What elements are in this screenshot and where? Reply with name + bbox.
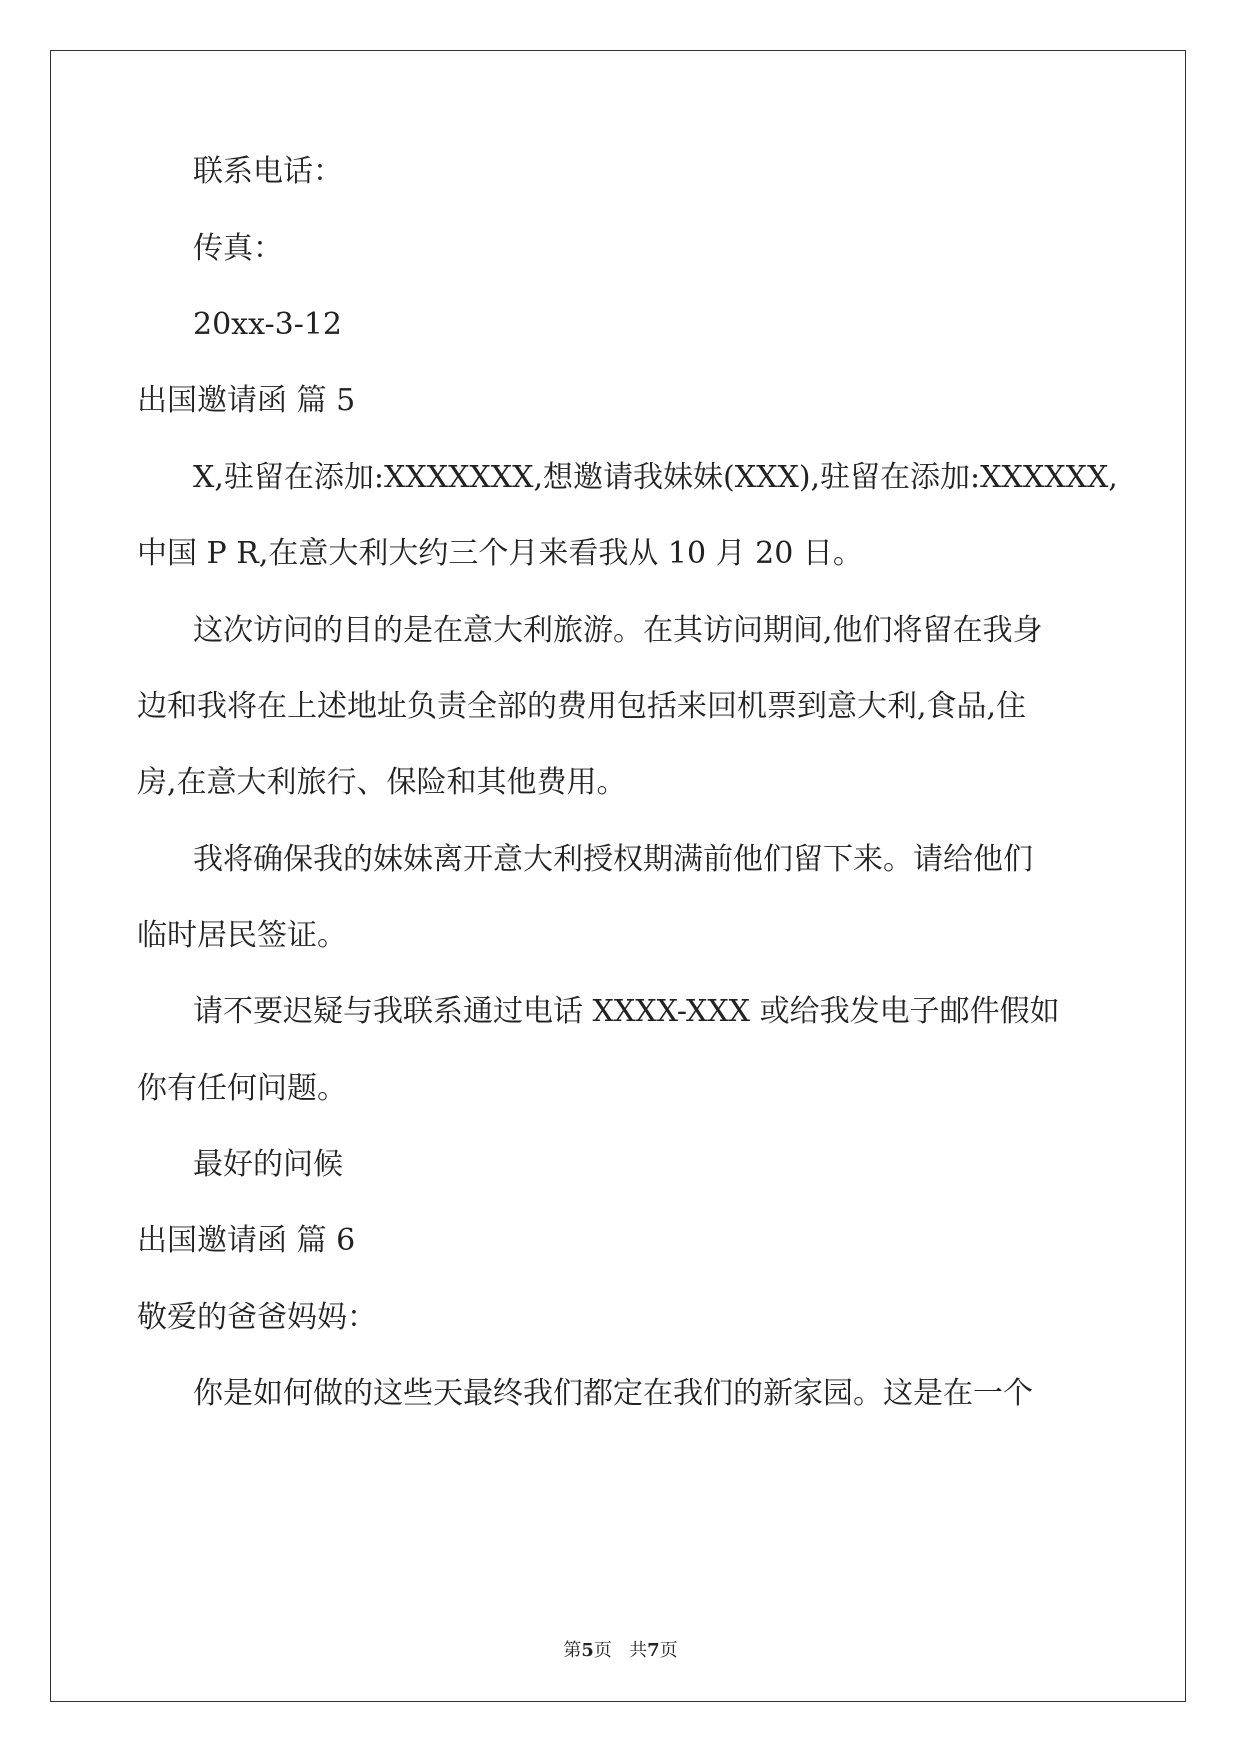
paragraph-line: 我将确保我的妹妹离开意大利授权期满前他们留下来。请给他们 <box>193 842 1033 877</box>
paragraph-line: 中国 P R,在意大利大约三个月来看我从 10 月 20 日。 <box>137 536 863 571</box>
fax-label: 传真： <box>193 231 283 266</box>
page-footer <box>0 1636 1241 1662</box>
paragraph-line: 请不要迟疑与我联系通过电话 XXXX-XXX 或给我发电子邮件假如 <box>193 994 1060 1029</box>
paragraph-line: 房,在意大利旅行、保险和其他费用。 <box>137 765 627 800</box>
salutation: 敬爱的爸爸妈妈： <box>137 1300 377 1335</box>
page-suffix: 页 <box>593 1640 612 1661</box>
section-heading-5: 出国邀请函 篇 5 <box>137 383 356 418</box>
paragraph-line: 临时居民签证。 <box>137 918 347 953</box>
paragraph-line: 你是如何做的这些天最终我们都定在我们的新家园。这是在一个 <box>193 1376 1033 1411</box>
section-heading-6: 出国邀请函 篇 6 <box>137 1223 356 1258</box>
paragraph-line: 你有任何问题。 <box>137 1071 347 1106</box>
closing-line: 最好的问候 <box>193 1147 343 1182</box>
contact-phone-label: 联系电话： <box>193 154 343 189</box>
total-pages-number: 7 <box>647 1640 660 1661</box>
paragraph-line: 边和我将在上述地址负责全部的费用包括来回机票到意大利,食品,住 <box>137 689 1027 724</box>
total-prefix: 共 <box>629 1640 648 1661</box>
total-suffix: 页 <box>659 1640 678 1661</box>
paragraph-line: X,驻留在添加:XXXXXXX,想邀请我妹妹(XXX),驻留在添加:XXXXXX, <box>193 460 1118 495</box>
date-line: 20xx-3-12 <box>193 307 343 342</box>
current-page-number: 5 <box>581 1640 594 1661</box>
paragraph-line: 这次访问的目的是在意大利旅游。在其访问期间,他们将留在我身 <box>193 613 1043 648</box>
page-prefix: 第 <box>563 1640 582 1661</box>
